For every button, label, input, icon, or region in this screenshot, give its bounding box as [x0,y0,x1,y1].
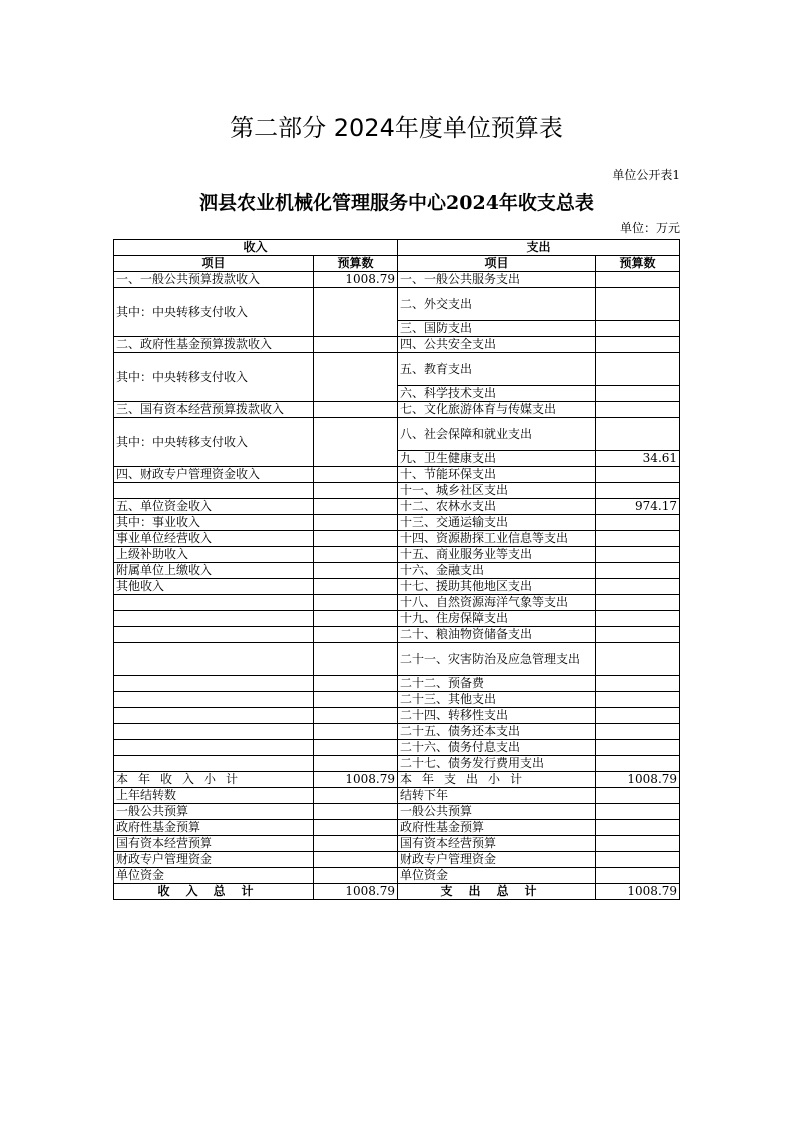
expense-item: 一般公共预算 [398,804,596,820]
expense-amount [596,820,680,836]
expense-item: 二十三、其他支出 [398,692,596,708]
expense-amount [596,386,680,402]
income-item: 财政专户管理资金 [114,852,314,868]
income-amount [314,547,398,563]
income-item: 二、政府性基金预算拨款收入 [114,337,314,353]
table-row [114,836,680,852]
expense-item: 十二、农林水支出 [398,499,596,515]
expense-amount [596,676,680,692]
expense-item: 单位资金 [398,868,596,884]
expense-item: 十三、交通运输支出 [398,515,596,531]
table-number: 单位公开表1 [612,168,680,182]
income-item: 事业单位经营收入 [114,531,314,547]
budget-summary-table [113,239,680,900]
total-row [114,884,680,900]
expense-amount [596,595,680,611]
income-item [114,708,314,724]
income-item [114,643,314,676]
expense-item: 十七、援助其他地区支出 [398,579,596,595]
income-amount [314,531,398,547]
expense-amount [596,643,680,676]
table-row [114,547,680,563]
income-amount [314,337,398,353]
expense-item: 二、外交支出 [398,288,596,321]
expense-amount [596,579,680,595]
table-row [114,483,680,499]
income-amount [314,868,398,884]
expense-amount [596,804,680,820]
income-amount [314,288,398,337]
income-item: 一般公共预算 [114,804,314,820]
income-item [114,676,314,692]
expense-amount [596,402,680,418]
income-amount [314,611,398,627]
income-amount [314,643,398,676]
expense-amount [596,611,680,627]
expense-item: 九、卫生健康支出 [398,451,596,467]
expense-amount: 34.61 [596,451,680,467]
expense-item: 二十二、预备费 [398,676,596,692]
income-amount [314,499,398,515]
income-total-amount: 1008.79 [314,884,398,900]
subtotal-row [114,772,680,788]
income-amount: 1008.79 [314,272,398,288]
table-row [114,595,680,611]
next-year-carryover-label: 结转下年 [398,788,596,804]
income-item: 政府性基金预算 [114,820,314,836]
income-amount [314,402,398,418]
income-item [114,483,314,499]
expense-amount [596,467,680,483]
expense-item: 二十七、债务发行费用支出 [398,756,596,772]
prev-year-carryover-label: 上年结转数 [114,788,314,804]
expense-header: 支出 [398,240,680,256]
unit-label: 单位：万元 [619,221,680,235]
income-amount [314,467,398,483]
income-subtotal-label: 本年收入小计 [114,772,314,788]
expense-item: 政府性基金预算 [398,820,596,836]
table-row [114,724,680,740]
income-item: 三、国有资本经营预算拨款收入 [114,402,314,418]
expense-amount [596,531,680,547]
income-item [114,692,314,708]
expense-item-header: 项目 [398,256,596,272]
income-item: 国有资本经营预算 [114,836,314,852]
expense-item: 十八、自然资源海洋气象等支出 [398,595,596,611]
expense-amount [596,740,680,756]
expense-amount [596,547,680,563]
income-amount [314,563,398,579]
income-amount [314,788,398,804]
expense-amount-header: 预算数 [596,256,680,272]
table-row [114,515,680,531]
expense-amount [596,321,680,337]
expense-amount: 974.17 [596,499,680,515]
income-amount [314,627,398,643]
expense-amount [596,724,680,740]
income-item: 其中：中央转移支付收入 [114,353,314,402]
income-item [114,611,314,627]
table-row [114,579,680,595]
income-item: 附属单位上缴收入 [114,563,314,579]
expense-item: 四、公共安全支出 [398,337,596,353]
income-amount-header: 预算数 [314,256,398,272]
table-row [114,692,680,708]
income-amount [314,579,398,595]
income-amount [314,708,398,724]
table-row [114,820,680,836]
income-amount [314,820,398,836]
income-amount [314,353,398,402]
income-amount [314,804,398,820]
table-row [114,499,680,515]
table-title: 泗县农业机械化管理服务中心2024年收支总表 [199,192,594,214]
table-row [114,643,680,676]
table-header-row [114,240,680,256]
expense-item: 国有资本经营预算 [398,836,596,852]
table-row [114,467,680,483]
expense-item: 十九、住房保障支出 [398,611,596,627]
expense-item: 二十、粮油物资储备支出 [398,627,596,643]
expense-amount [596,627,680,643]
expense-amount [596,515,680,531]
expense-amount [596,272,680,288]
table-subheader-row [114,256,680,272]
table-row [114,402,680,418]
expense-total-amount: 1008.79 [596,884,680,900]
income-item [114,740,314,756]
income-amount [314,724,398,740]
income-item: 四、财政专户管理资金收入 [114,467,314,483]
expense-amount [596,337,680,353]
expense-item: 二十五、债务还本支出 [398,724,596,740]
expense-amount [596,483,680,499]
expense-amount [596,788,680,804]
expense-item: 财政专户管理资金 [398,852,596,868]
expense-item: 十四、资源勘探工业信息等支出 [398,531,596,547]
expense-amount [596,868,680,884]
expense-amount [596,353,680,386]
expense-item: 十、节能环保支出 [398,467,596,483]
table-row [114,531,680,547]
table-row [114,676,680,692]
income-amount [314,692,398,708]
income-amount [314,756,398,772]
table-row [114,708,680,724]
expense-amount [596,852,680,868]
expense-item: 十一、城乡社区支出 [398,483,596,499]
income-item-header: 项目 [114,256,314,272]
expense-amount [596,756,680,772]
table-row [114,788,680,804]
expense-total-label: 支出总计 [398,884,596,900]
page-title: 第二部分 2024年度单位预算表 [230,114,563,142]
income-amount [314,515,398,531]
income-item: 一、一般公共预算拨款收入 [114,272,314,288]
table-row [114,563,680,579]
income-amount [314,418,398,467]
income-item: 其中：中央转移支付收入 [114,418,314,467]
expense-amount [596,836,680,852]
table-row [114,418,680,451]
income-item: 其他收入 [114,579,314,595]
expense-item: 六、科学技术支出 [398,386,596,402]
income-amount [314,852,398,868]
income-total-label: 收入总计 [114,884,314,900]
income-item: 五、单位资金收入 [114,499,314,515]
income-item: 单位资金 [114,868,314,884]
income-amount [314,483,398,499]
table-row [114,353,680,386]
table-row [114,611,680,627]
expense-amount [596,692,680,708]
income-item [114,756,314,772]
table-row [114,852,680,868]
income-amount [314,836,398,852]
expense-item: 七、文化旅游体育与传媒支出 [398,402,596,418]
expense-item: 三、国防支出 [398,321,596,337]
table-row [114,272,680,288]
expense-item: 八、社会保障和就业支出 [398,418,596,451]
income-subtotal-amount: 1008.79 [314,772,398,788]
expense-subtotal-label: 本年支出小计 [398,772,596,788]
table-row [114,756,680,772]
income-amount [314,595,398,611]
expense-amount [596,288,680,321]
table-row [114,337,680,353]
expense-item: 二十六、债务付息支出 [398,740,596,756]
income-item [114,627,314,643]
income-amount [314,740,398,756]
income-item [114,724,314,740]
income-item: 其中：中央转移支付收入 [114,288,314,337]
expense-item: 二十四、转移性支出 [398,708,596,724]
expense-item: 五、教育支出 [398,353,596,386]
table-row [114,804,680,820]
expense-amount [596,418,680,451]
expense-amount [596,563,680,579]
table-row [114,740,680,756]
expense-subtotal-amount: 1008.79 [596,772,680,788]
expense-item: 十六、金融支出 [398,563,596,579]
expense-amount [596,708,680,724]
expense-item: 一、一般公共服务支出 [398,272,596,288]
income-item [114,595,314,611]
income-header: 收入 [114,240,398,256]
income-item: 上级补助收入 [114,547,314,563]
table-row [114,868,680,884]
income-amount [314,676,398,692]
expense-item: 十五、商业服务业等支出 [398,547,596,563]
income-item: 其中：事业收入 [114,515,314,531]
expense-item: 二十一、灾害防治及应急管理支出 [398,643,596,676]
table-row [114,627,680,643]
table-row [114,288,680,321]
